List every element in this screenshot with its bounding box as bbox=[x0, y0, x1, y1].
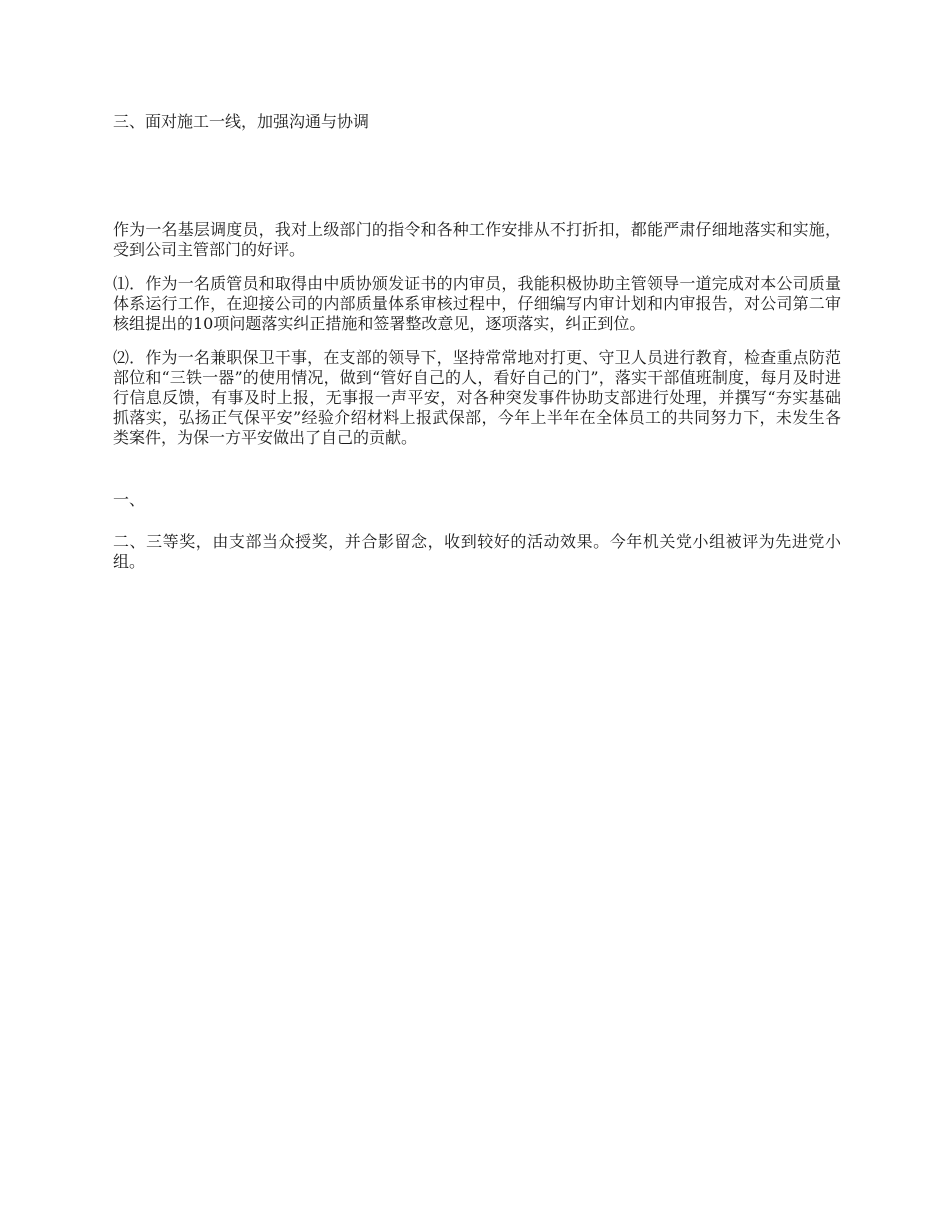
paragraph-award: 二、三等奖，由支部当众授奖，并合影留念，收到较好的活动效果。今年机关党小组被评为先进党小组。 bbox=[113, 532, 841, 571]
paragraph-dispatcher: 作为一名基层调度员，我对上级部门的指令和各种工作安排从不打折扣，都能严肃仔细地落实和实施，受到公司主管部门的好评。 bbox=[113, 220, 841, 259]
section-heading: 三、面对施工一线，加强沟通与协调 bbox=[113, 112, 370, 131]
paragraph-item-one: 一、 bbox=[113, 490, 146, 509]
paragraph-security-officer: ⑵．作为一名兼职保卫干事，在支部的领导下，坚持常常地对打更、守卫人员进行教育，检查重点防范部位和“三铁一器”的使用情况，做到“管好自己的人，看好自己的门”，落实干部值班制度，每月及时进行信息反馈，有事及时上报，无事报一声平安，对各种突发事件协助支部进行处理，并撰写“夯实基础抓落实，弘扬正气保平安”经验介绍材料上报武保部，今年上半年在全体员工的共同努力下，未发生各类案件，为保一方平安做出了自己的贡献。 bbox=[113, 348, 841, 447]
paragraph-quality-auditor: ⑴．作为一名质管员和取得由中质协颁发证书的内审员，我能积极协助主管领导一道完成对本公司质量体系运行工作，在迎接公司的内部质量体系审核过程中，仔细编写内审计划和内审报告，对公司第二审核组提出的10项问题落实纠正措施和签署整改意见，逐项落实，纠正到位。 bbox=[113, 274, 841, 333]
document-body bbox=[113, 112, 841, 572]
